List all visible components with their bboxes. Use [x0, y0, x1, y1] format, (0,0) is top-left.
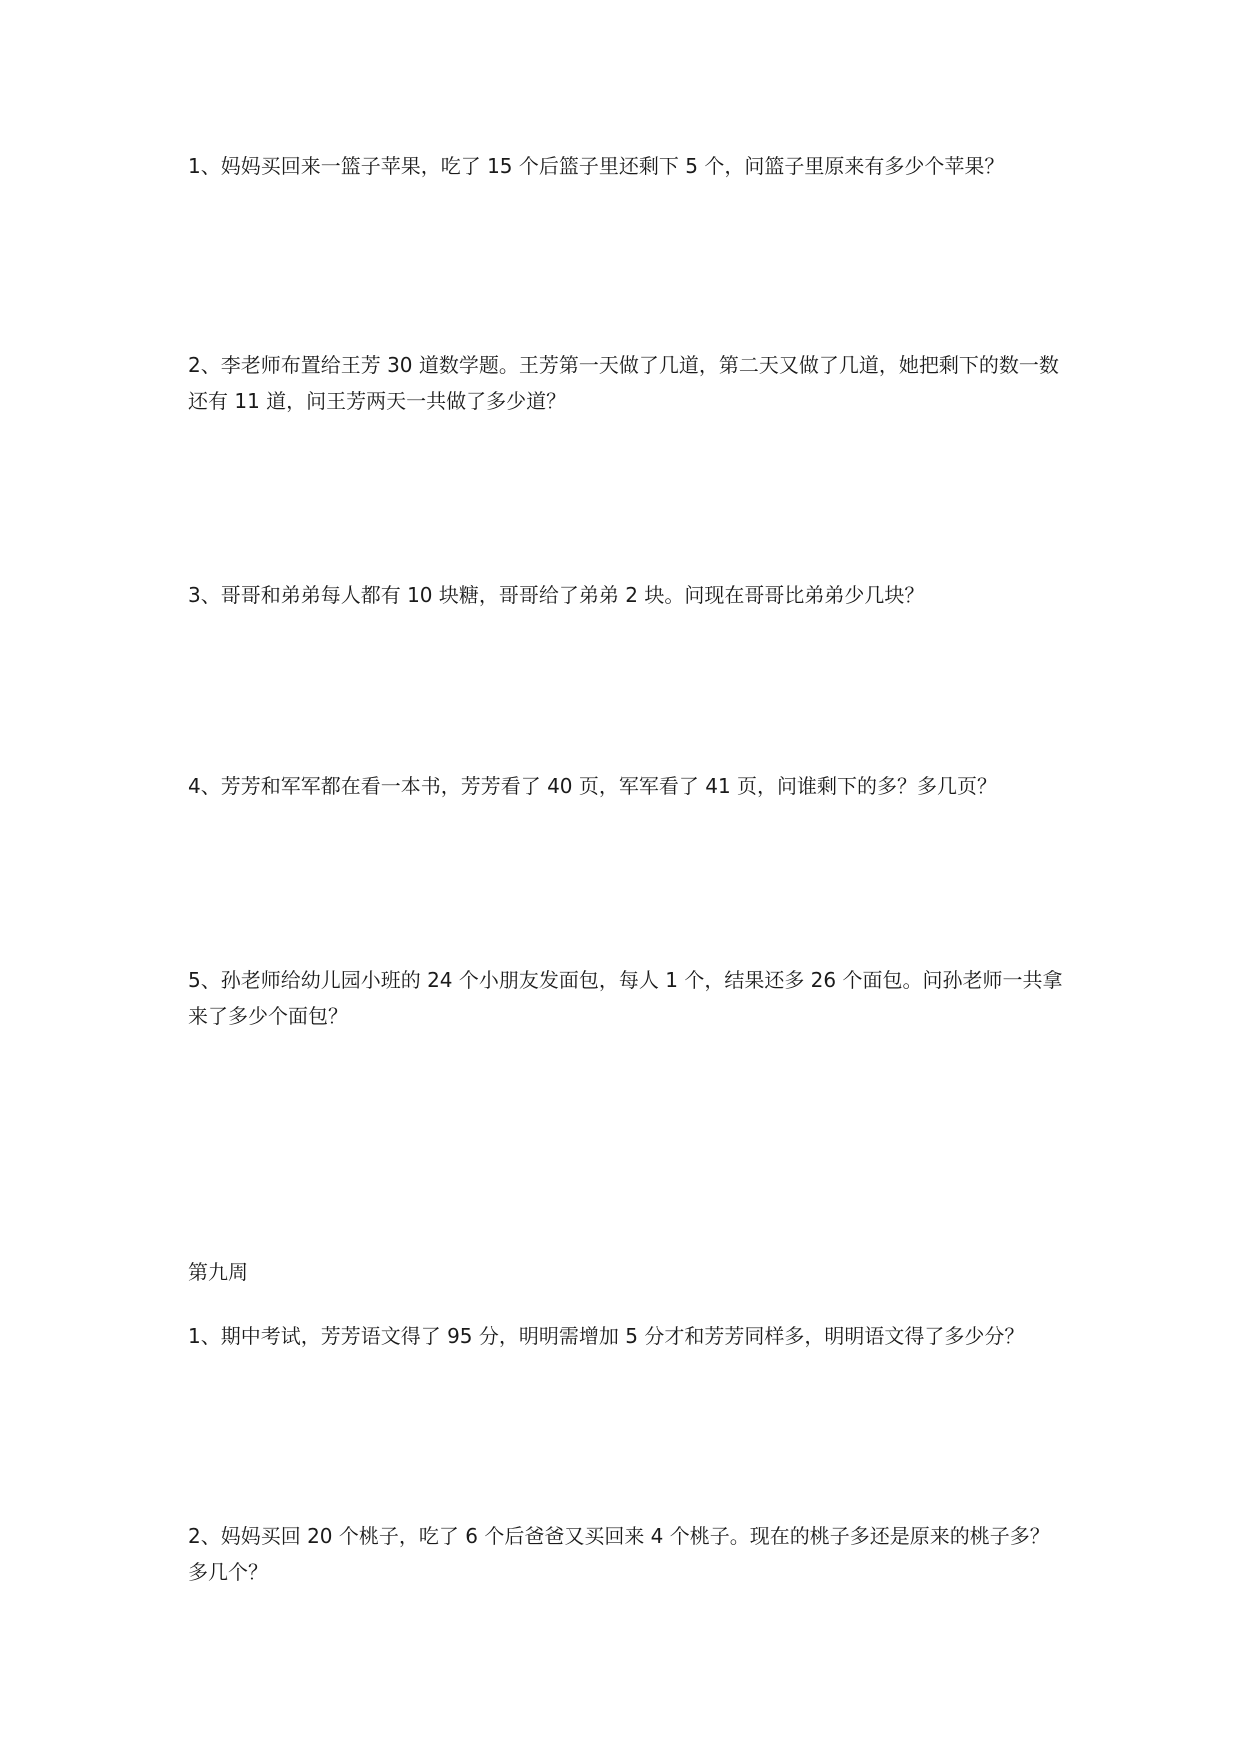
week9-problem-2: 2、妈妈买回 20 个桃子，吃了 6 个后爸爸又买回来 4 个桃子。现在的桃子多还是原来的桃子多？多几个？	[188, 1524, 1050, 1584]
section-heading-week-9: 第九周	[188, 1260, 248, 1284]
problem-1: 1、妈妈买回来一篮子苹果，吃了 15 个后篮子里还剩下 5 个，问篮子里原来有多少个苹果？	[188, 154, 1005, 178]
problem-2: 2、李老师布置给王芳 30 道数学题。王芳第一天做了几道，第二天又做了几道，她把剩下的数一数还有 11 道，问王芳两天一共做了多少道？	[188, 353, 1059, 413]
problem-5: 5、孙老师给幼儿园小班的 24 个小朋友发面包，每人 1 个，结果还多 26 个面包。问孙老师一共拿来了多少个面包？	[188, 968, 1063, 1028]
problem-3: 3、哥哥和弟弟每人都有 10 块糖，哥哥给了弟弟 2 块。问现在哥哥比弟弟少几块？	[188, 583, 925, 607]
week9-problem-1: 1、期中考试，芳芳语文得了 95 分，明明需增加 5 分才和芳芳同样多，明明语文得了多少分？	[188, 1324, 1025, 1348]
problem-4: 4、芳芳和军军都在看一本书，芳芳看了 40 页，军军看了 41 页，问谁剩下的多？多几页？	[188, 774, 998, 798]
